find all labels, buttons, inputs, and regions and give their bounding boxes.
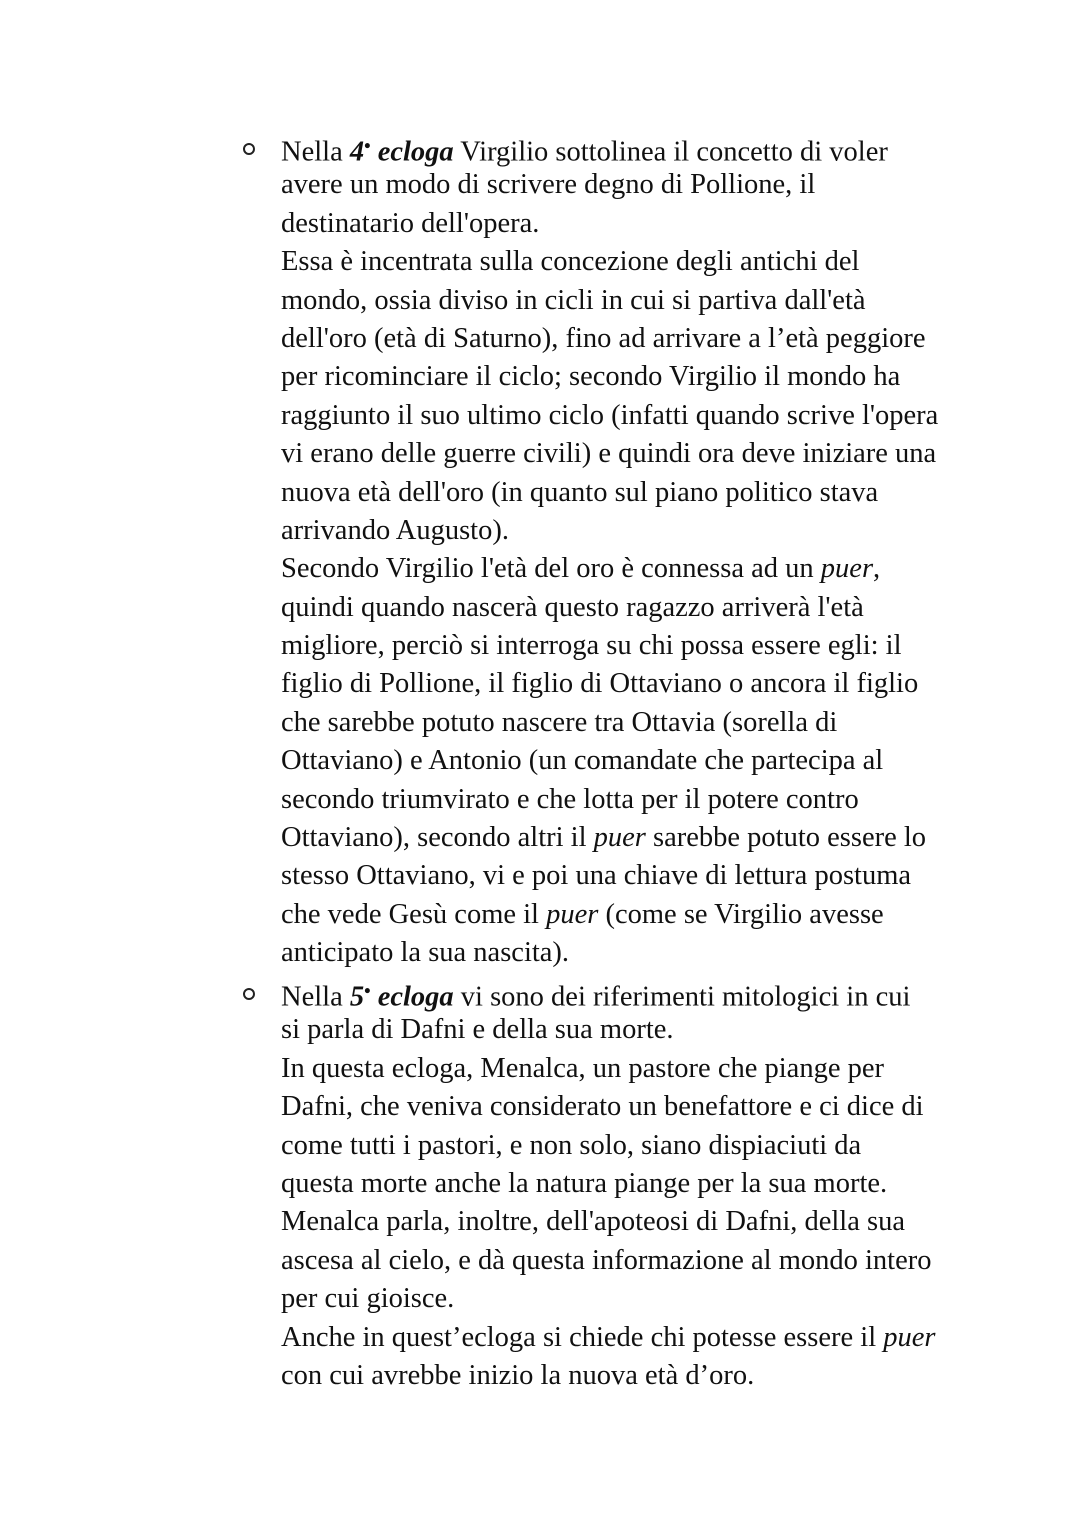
text-line — [281, 282, 981, 320]
text-run: figlio di Pollione, il figlio di Ottaviano o ancora il figlio — [281, 668, 919, 700]
text-run: si parla di Dafni e della sua morte. — [281, 1014, 674, 1046]
text-line — [281, 243, 981, 281]
emphasis-text: • — [364, 981, 371, 1002]
text-run: Virgilio sottolinea il concetto di voler — [453, 136, 888, 168]
text-line — [281, 896, 981, 934]
item-body — [281, 973, 981, 1395]
text-line — [281, 550, 981, 588]
text-run: Secondo Virgilio l'età del oro è connessa ad un — [281, 553, 821, 585]
text-line — [281, 1280, 981, 1318]
text-line — [281, 320, 981, 358]
bullet-item-ecloga-5 — [281, 973, 981, 1395]
text-run: che sarebbe potuto nascere tra Ottavia (sorella di — [281, 706, 838, 738]
text-line — [281, 1011, 981, 1049]
paragraph — [281, 128, 981, 243]
text-run: Dafni, che veniva considerato un benefattore e ci dice di — [281, 1091, 924, 1123]
italic-term: puer — [883, 1321, 936, 1353]
text-run: nuova età dell'oro (in quanto sul piano politico stava — [281, 476, 879, 508]
text-run: Nella — [281, 136, 350, 168]
text-run: raggiunto il suo ultimo ciclo (infatti quando scrive l'opera — [281, 399, 939, 431]
paragraph — [281, 550, 981, 972]
text-run: con cui avrebbe inizio la nuova età d’oro. — [281, 1359, 755, 1391]
text-run: avere un modo di scrivere degno di Pollione, il — [281, 169, 816, 201]
emphasis-text: 4 — [349, 136, 365, 168]
hollow-circle-bullet-icon — [243, 143, 255, 155]
text-line — [281, 781, 981, 819]
text-line — [281, 742, 981, 780]
text-line — [281, 397, 981, 435]
text-line — [281, 1088, 981, 1126]
text-run: questa morte anche la natura piange per la sua morte. — [281, 1167, 888, 1199]
text-line — [281, 435, 981, 473]
text-run: Menalca parla, inoltre, dell'apoteosi di Dafni, della sua — [281, 1206, 905, 1238]
text-line — [281, 1242, 981, 1280]
paragraph — [281, 243, 981, 550]
text-run: destinatario dell'opera. — [281, 207, 540, 239]
text-run: vi erano delle guerre civili) e quindi ora deve iniziare una — [281, 438, 937, 470]
text-run: dell'oro (età di Saturno), fino ad arrivare a l’età peggiore — [281, 322, 926, 354]
text-line — [281, 1165, 981, 1203]
italic-term: puer — [820, 553, 874, 585]
paragraph — [281, 1319, 981, 1396]
text-line — [281, 166, 981, 204]
text-line — [281, 857, 981, 895]
text-run: sarebbe potuto essere lo — [645, 822, 927, 854]
hollow-circle-bullet-icon — [243, 988, 255, 1000]
text-line — [281, 665, 981, 703]
text-run: , — [873, 553, 881, 585]
text-line — [281, 1203, 981, 1241]
text-line — [281, 934, 981, 972]
italic-term: puer — [593, 822, 646, 854]
text-run: quindi quando nascerà questo ragazzo arriverà l'età — [281, 591, 864, 623]
text-line — [281, 512, 981, 550]
text-run: secondo triumvirato e che lotta per il potere contro — [281, 783, 859, 815]
emphasis-text: 5 — [349, 981, 365, 1013]
text-run: come tutti i pastori, e non solo, siano dispiaciuti da — [281, 1129, 862, 1161]
emphasis-text: ecloga — [370, 136, 454, 168]
text-line — [281, 1050, 981, 1088]
text-line — [281, 627, 981, 665]
text-line — [281, 358, 981, 396]
text-run: (come se Virgilio avesse — [598, 898, 884, 930]
text-run: In questa ecloga, Menalca, un pastore che piange per — [281, 1052, 884, 1084]
text-run: arrivando Augusto). — [281, 514, 509, 546]
text-line — [281, 1357, 981, 1395]
bullet-item-ecloga-4 — [281, 128, 981, 973]
text-run: Ottaviano) e Antonio (un comandate che partecipa al — [281, 745, 884, 777]
item-body — [281, 128, 981, 973]
text-run: stesso Ottaviano, vi e poi una chiave di lettura postuma — [281, 860, 912, 892]
text-line — [281, 819, 981, 857]
text-line — [281, 128, 981, 166]
text-line — [281, 589, 981, 627]
text-run: migliore, perciò si interroga su chi possa essere egli: il — [281, 630, 902, 662]
text-run: mondo, ossia diviso in cicli in cui si partiva dall'età — [281, 284, 866, 316]
text-line — [281, 1319, 981, 1357]
text-line — [281, 1127, 981, 1165]
text-run: per cui gioisce. — [281, 1283, 455, 1315]
text-run: Essa è incentrata sulla concezione degli antichi del — [281, 246, 860, 278]
emphasis-text: • — [364, 136, 371, 157]
text-line — [281, 205, 981, 243]
text-run: ascesa al cielo, e dà questa informazione al mondo intero — [281, 1244, 932, 1276]
text-run: Nella — [281, 981, 350, 1013]
text-run: per ricominciare il ciclo; secondo Virgilio il mondo ha — [281, 361, 901, 393]
text-run: Ottaviano), secondo altri il — [281, 822, 594, 854]
emphasis-text: ecloga — [370, 981, 454, 1013]
italic-term: puer — [546, 898, 599, 930]
text-run: anticipato la sua nascita). — [281, 937, 570, 969]
text-run: che vede Gesù come il — [281, 898, 547, 930]
text-run: Anche in quest’ecloga si chiede chi potesse essere il — [281, 1321, 884, 1353]
text-line — [281, 973, 981, 1011]
text-run: vi sono dei riferimenti mitologici in cui — [453, 981, 911, 1013]
paragraph — [281, 973, 981, 1050]
text-line — [281, 704, 981, 742]
paragraph — [281, 1050, 981, 1319]
text-line — [281, 474, 981, 512]
